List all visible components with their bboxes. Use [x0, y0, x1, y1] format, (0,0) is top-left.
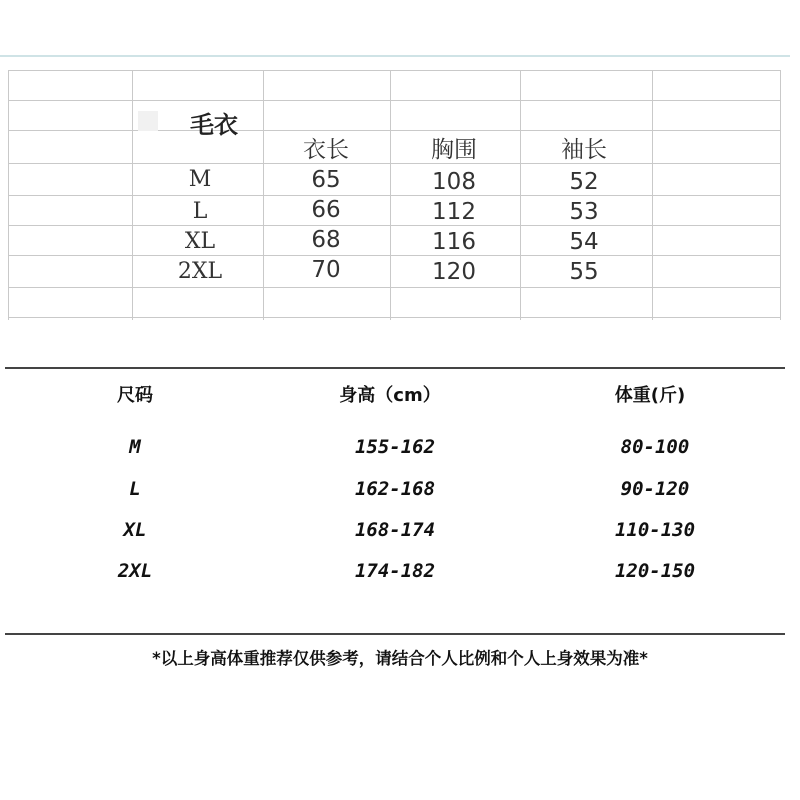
table-cell: 108 [432, 169, 476, 195]
table-cell: 55 [569, 259, 599, 285]
size-label: M [188, 167, 212, 192]
grid-line [8, 70, 9, 320]
column-header-length: 衣长 [303, 137, 349, 163]
size-label: L [192, 199, 208, 224]
grid-line [652, 70, 653, 320]
sheet-border [0, 55, 790, 57]
rec-weight: 90-120 [620, 478, 690, 500]
grid-line [8, 287, 780, 288]
divider-line [5, 633, 785, 635]
table-cell: 66 [311, 197, 341, 223]
grid-line [390, 70, 391, 320]
divider-line [5, 367, 785, 369]
recommendation-note: *以上身高体重推荐仅供参考，请结合个人比例和个人上身效果为准* [152, 649, 648, 668]
rec-size: L [129, 478, 141, 500]
grid-line [520, 70, 521, 320]
blank-cell [138, 111, 158, 131]
rec-weight: 110-130 [614, 519, 696, 541]
grid-line [8, 130, 780, 131]
sweater-size-table [0, 55, 790, 330]
grid-line [8, 70, 780, 71]
rec-weight: 80-100 [620, 436, 690, 458]
table-cell: 120 [432, 259, 476, 285]
size-label: 2XL [177, 259, 223, 284]
table-cell: 65 [311, 167, 341, 193]
grid-line [780, 70, 781, 320]
rec-size: XL [123, 519, 147, 541]
table-title: 毛衣 [190, 111, 238, 139]
table-cell: 53 [569, 199, 599, 225]
grid-line [263, 70, 264, 320]
rec-size: M [129, 436, 141, 458]
grid-line [8, 317, 780, 318]
rec-height: 162-168 [354, 478, 436, 500]
table-cell: 70 [311, 257, 341, 283]
column-header-sleeve: 袖长 [561, 137, 607, 163]
rec-height: 168-174 [354, 519, 436, 541]
table-cell: 54 [569, 229, 599, 255]
table-cell: 112 [432, 199, 476, 225]
rec-header-weight: 体重(斤) [614, 385, 686, 406]
grid-line [8, 100, 780, 101]
size-label: XL [184, 229, 216, 254]
table-cell: 116 [432, 229, 476, 255]
table-cell: 68 [311, 227, 341, 253]
column-header-chest: 胸围 [431, 137, 477, 163]
rec-header-size: 尺码 [117, 385, 153, 406]
grid-line [132, 70, 133, 320]
rec-height: 174-182 [354, 560, 436, 582]
rec-size: 2XL [117, 560, 153, 582]
table-cell: 52 [569, 169, 599, 195]
rec-height: 155-162 [354, 436, 436, 458]
rec-header-height: 身高（cm） [339, 385, 441, 406]
rec-weight: 120-150 [614, 560, 696, 582]
